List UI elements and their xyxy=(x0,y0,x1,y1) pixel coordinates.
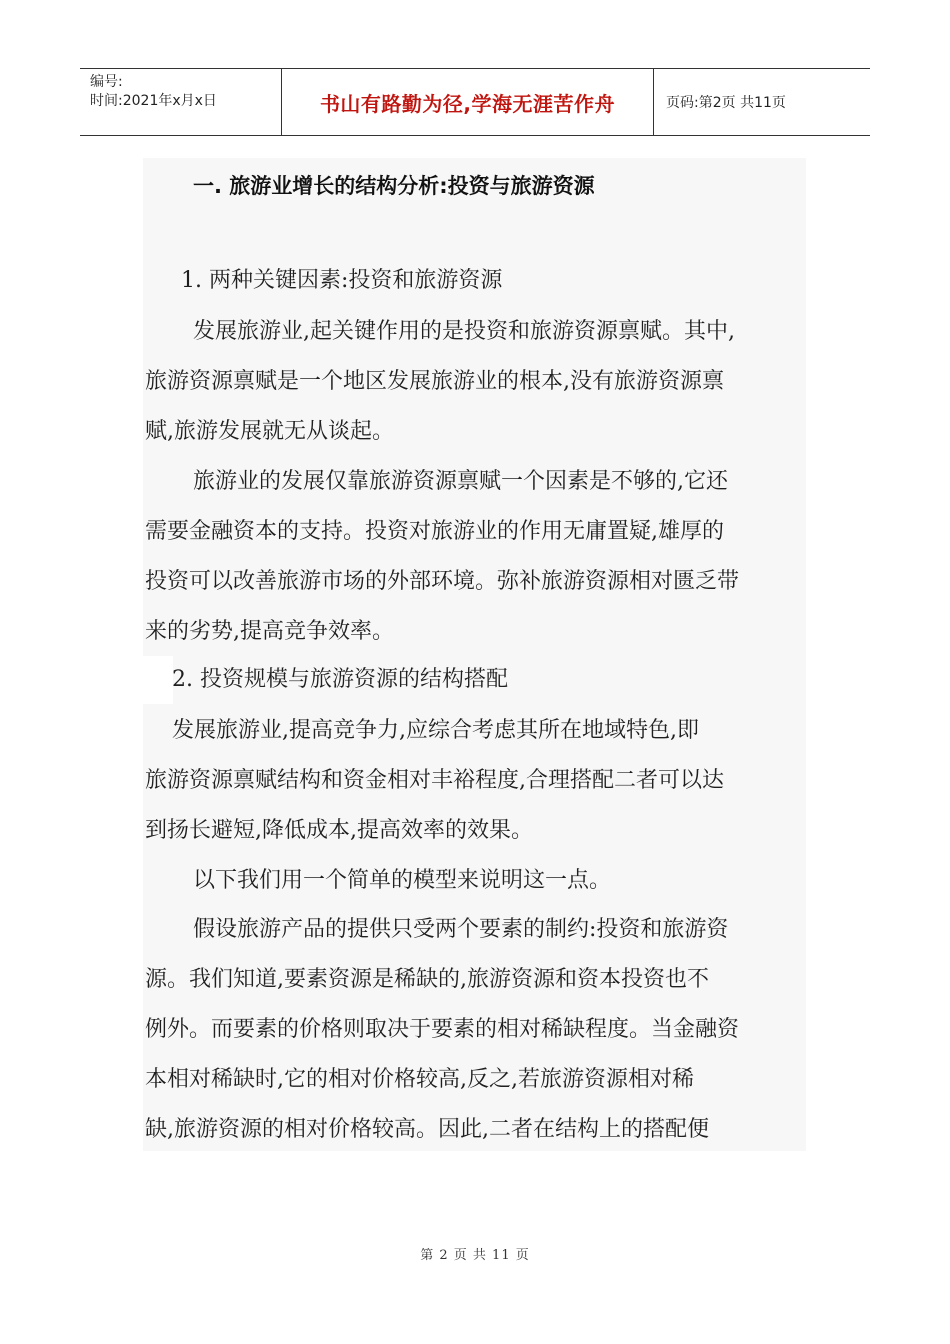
header-motto: 书山有路勤为径,学海无涯苦作舟 xyxy=(282,69,654,135)
subheading-1: 1. 两种关键因素:投资和旅游资源 xyxy=(181,268,503,293)
paragraph-line: 旅游业的发展仅靠旅游资源禀赋一个因素是不够的,它还 xyxy=(193,469,728,494)
header-meta xyxy=(80,69,282,135)
paragraph-line: 缺,旅游资源的相对价格较高。因此,二者在结构上的搭配便 xyxy=(145,1117,709,1142)
paragraph-line: 到扬长避短,降低成本,提高效率的效果。 xyxy=(145,818,533,843)
paragraph-line: 赋,旅游发展就无从谈起。 xyxy=(145,419,394,444)
section-title: 一. 旅游业增长的结构分析:投资与旅游资源 xyxy=(193,174,595,198)
paragraph-line: 以下我们用一个简单的模型来说明这一点。 xyxy=(193,868,612,893)
header-page-info: 页码:第2页 共11页 xyxy=(666,95,786,111)
content-area xyxy=(143,158,806,1151)
paragraph-line: 旅游资源禀赋是一个地区发展旅游业的根本,没有旅游资源禀 xyxy=(145,369,724,394)
paragraph-line: 投资可以改善旅游市场的外部环境。弥补旅游资源相对匮乏带 xyxy=(145,569,740,594)
number-label: 编号: xyxy=(90,74,123,90)
paragraph-line: 旅游资源禀赋结构和资金相对丰裕程度,合理搭配二者可以达 xyxy=(145,768,724,793)
paragraph-line: 来的劣势,提高竞争效率。 xyxy=(145,619,394,644)
content-notch xyxy=(143,656,173,704)
time-label: 时间:2021年x月x日 xyxy=(90,93,217,109)
paragraph-line: 本相对稀缺时,它的相对价格较高,反之,若旅游资源相对稀 xyxy=(145,1067,694,1092)
paragraph-line: 需要金融资本的支持。投资对旅游业的作用无庸置疑,雄厚的 xyxy=(145,519,724,544)
paragraph-line: 发展旅游业,起关键作用的是投资和旅游资源禀赋。其中, xyxy=(193,319,735,344)
paragraph-line: 假设旅游产品的提供只受两个要素的制约:投资和旅游资 xyxy=(193,917,729,942)
paragraph-line: 例外。而要素的价格则取决于要素的相对稀缺程度。当金融资 xyxy=(145,1017,740,1042)
subheading-2: 2. 投资规模与旅游资源的结构搭配 xyxy=(172,667,508,692)
paragraph-line: 发展旅游业,提高竞争力,应综合考虑其所在地域特色,即 xyxy=(172,718,699,743)
page-footer: 第 2 页 共 11 页 xyxy=(420,1248,530,1263)
paragraph-line: 源。我们知道,要素资源是稀缺的,旅游资源和资本投资也不 xyxy=(145,967,709,992)
document-header xyxy=(80,68,870,136)
